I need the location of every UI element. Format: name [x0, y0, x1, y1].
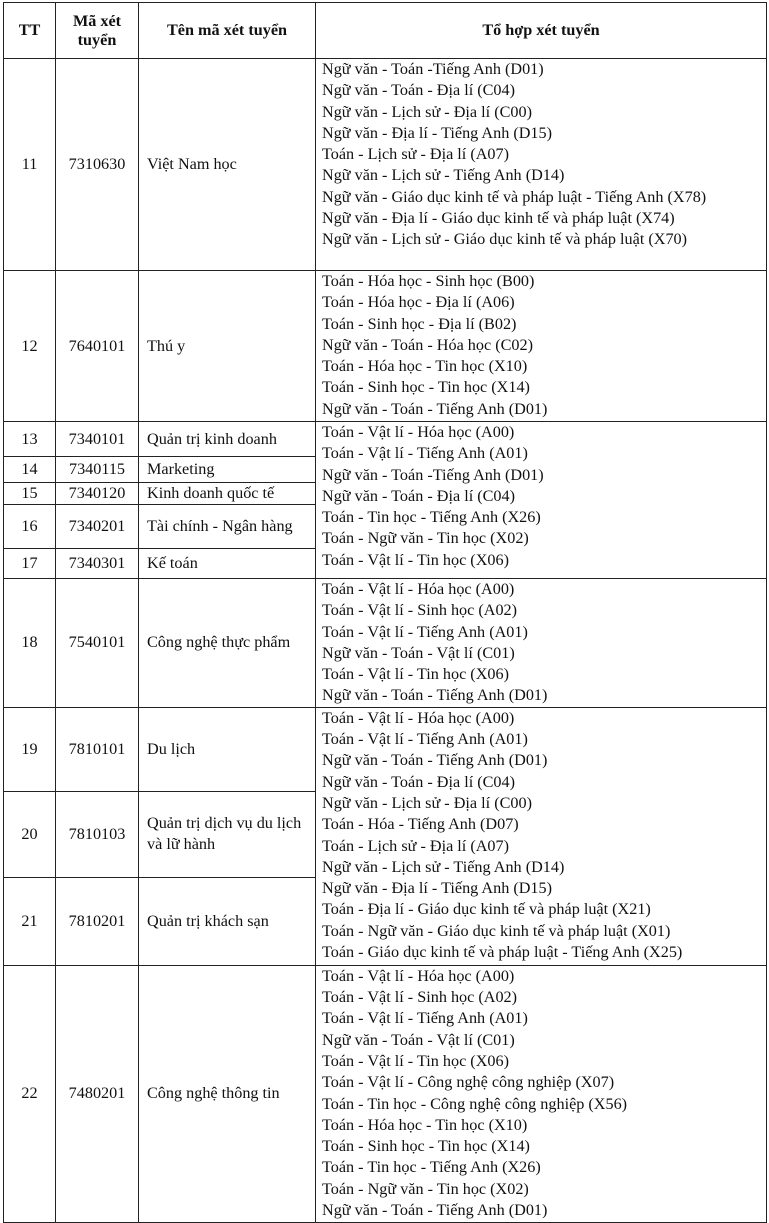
row-code: 7340115 — [56, 457, 139, 483]
combo-item: Toán - Vật lí - Công nghệ công nghiệp (X07) — [322, 1073, 615, 1092]
combo-item: Toán - Tin học - Công nghệ công nghiệp (X56) — [322, 1094, 628, 1113]
combo-item: Ngữ văn - Địa lí - Tiếng Anh (D15) — [322, 123, 552, 142]
row-tt: 18 — [4, 579, 56, 708]
combo-item: Ngữ văn - Địa lí - Giáo dục kinh tế và pháp luật (X74) — [322, 209, 675, 228]
combo-item: Toán - Ngữ văn - Tin học (X02) — [322, 1179, 529, 1198]
combo-item: Ngữ văn - Toán - Hóa học (C02) — [322, 335, 533, 354]
row-code: 7810101 — [56, 707, 139, 791]
row-code: 7340120 — [56, 483, 139, 505]
row-tt: 17 — [4, 549, 56, 579]
combo-item: Toán - Vật lí - Hóa học (A00) — [322, 708, 515, 727]
row-name: Thú y — [139, 271, 316, 422]
combo-item: Toán - Hóa học - Địa lí (A06) — [322, 293, 515, 312]
row-code: 7640101 — [56, 271, 139, 422]
header-combo: Tổ hợp xét tuyển — [316, 3, 767, 59]
combo-item: Toán - Tin học - Tiếng Anh (X26) — [322, 508, 541, 527]
combo-item: Ngữ văn - Toán -Tiếng Anh (D01) — [322, 60, 544, 78]
row-code: 7480201 — [56, 965, 139, 1222]
combo-item: Ngữ văn - Toán - Địa lí (C04) — [322, 81, 516, 100]
combo-item: Ngữ văn - Toán - Vật lí (C01) — [322, 1030, 515, 1049]
row-code: 7340201 — [56, 505, 139, 549]
table-row — [4, 579, 767, 708]
combo-item: Ngữ văn - Toán - Địa lí (C04) — [322, 772, 516, 791]
row-code: 7540101 — [56, 579, 139, 708]
combo-item: Toán - Vật lí - Tiếng Anh (A01) — [322, 730, 528, 749]
row-tt: 14 — [4, 457, 56, 483]
row-tt: 11 — [4, 59, 56, 271]
combo-item: Toán - Vật lí - Tin học (X06) — [322, 665, 509, 684]
combo-item: Ngữ văn - Toán - Vật lí (C01) — [322, 643, 515, 662]
row-code: 7340301 — [56, 549, 139, 579]
row-tt: 20 — [4, 791, 56, 877]
combo-item: Toán - Địa lí - Giáo dục kinh tế và pháp luật (X21) — [322, 900, 651, 919]
row-name: Việt Nam học — [139, 59, 316, 271]
combo-item: Ngữ văn - Toán -Tiếng Anh (D01) — [322, 465, 544, 484]
row-name: Kinh doanh quốc tế — [139, 483, 316, 505]
combo-item: Ngữ văn - Toán - Địa lí (C04) — [322, 486, 516, 505]
combo-item: Ngữ văn - Lịch sử - Địa lí (C00) — [322, 793, 532, 812]
row-tt: 19 — [4, 707, 56, 791]
combo-item: Toán - Tin học - Tiếng Anh (X26) — [322, 1158, 541, 1177]
combo-item: Ngữ văn - Địa lí - Tiếng Anh (D15) — [322, 879, 552, 898]
header-name: Tên mã xét tuyển — [139, 3, 316, 59]
row-tt: 22 — [4, 965, 56, 1222]
combo-cell — [316, 579, 767, 708]
combo-item: Toán - Vật lí - Hóa học (A00) — [322, 966, 515, 985]
row-code: 7340101 — [56, 422, 139, 457]
header-tt: TT — [4, 3, 56, 59]
combo-item: Toán - Sinh học - Tin học (X14) — [322, 1137, 530, 1156]
combo-item: Toán - Vật lí - Tiếng Anh (A01) — [322, 444, 528, 463]
table-row — [4, 965, 767, 1222]
combo-item: Toán - Vật lí - Tiếng Anh (A01) — [322, 1009, 528, 1028]
combo-cell — [316, 965, 767, 1222]
header-code: Mã xét tuyển — [56, 3, 139, 59]
combo-item: Toán - Vật lí - Tin học (X06) — [322, 1051, 509, 1070]
combo-cell — [316, 422, 767, 579]
combo-item: Toán - Vật lí - Sinh học (A02) — [322, 988, 518, 1007]
combo-item: Toán - Giáo dục kinh tế và pháp luật - Tiếng Anh (X25) — [322, 943, 683, 962]
combo-item: Toán - Vật lí - Sinh học (A02) — [322, 601, 518, 620]
combo-item: Toán - Sinh học - Tin học (X14) — [322, 378, 530, 397]
row-name: Công nghệ thông tin — [139, 965, 316, 1222]
row-name: Quản trị khách sạn — [139, 877, 316, 965]
admission-table — [3, 2, 767, 1223]
row-name: Công nghệ thực phẩm — [139, 579, 316, 708]
row-name: Marketing — [139, 457, 316, 483]
combo-item: Toán - Vật lí - Tin học (X06) — [322, 550, 509, 569]
combo-cell — [316, 59, 767, 271]
combo-cell — [316, 707, 767, 965]
table-row — [4, 707, 767, 791]
row-code: 7310630 — [56, 59, 139, 271]
table-row — [4, 422, 767, 457]
combo-item: Toán - Hóa học - Tin học (X10) — [322, 357, 528, 376]
row-code: 7810201 — [56, 877, 139, 965]
combo-item: Toán - Ngữ văn - Giáo dục kinh tế và pháp luật (X01) — [322, 921, 671, 940]
row-name: Du lịch — [139, 707, 316, 791]
row-name: Quản trị dịch vụ du lịch và lữ hành — [139, 791, 316, 877]
table-row — [4, 59, 767, 271]
combo-item: Ngữ văn - Lịch sử - Địa lí (C00) — [322, 102, 532, 121]
header-row — [4, 3, 767, 59]
combo-item: Ngữ văn - Toán - Tiếng Anh (D01) — [322, 399, 548, 418]
combo-item: Toán - Lịch sử - Địa lí (A07) — [322, 145, 510, 164]
combo-item: Ngữ văn - Toán - Tiếng Anh (D01) — [322, 751, 548, 770]
combo-item: Ngữ văn - Lịch sử - Giáo dục kinh tế và pháp luật (X70) — [322, 230, 688, 249]
row-name: Tài chính - Ngân hàng — [139, 505, 316, 549]
row-tt: 13 — [4, 422, 56, 457]
combo-item: Toán - Vật lí - Hóa học (A00) — [322, 580, 515, 598]
combo-item: Toán - Hóa - Tiếng Anh (D07) — [322, 815, 519, 834]
combo-cell — [316, 271, 767, 422]
combo-item: Toán - Vật lí - Tiếng Anh (A01) — [322, 622, 528, 641]
combo-item: Ngữ văn - Toán - Tiếng Anh (D01) — [322, 686, 548, 705]
combo-item: Ngữ văn - Giáo dục kinh tế và pháp luật - Tiếng Anh (X78) — [322, 187, 707, 206]
row-tt: 16 — [4, 505, 56, 549]
combo-item: Toán - Hóa học - Sinh học (B00) — [322, 272, 535, 290]
row-tt: 21 — [4, 877, 56, 965]
combo-item: Ngữ văn - Lịch sử - Tiếng Anh (D14) — [322, 166, 565, 185]
combo-item: Ngữ văn - Lịch sử - Tiếng Anh (D14) — [322, 857, 565, 876]
row-tt: 15 — [4, 483, 56, 505]
combo-item: Toán - Hóa học - Tin học (X10) — [322, 1115, 528, 1134]
table-row — [4, 271, 767, 422]
combo-item: Toán - Lịch sử - Địa lí (A07) — [322, 836, 510, 855]
combo-item: Toán - Vật lí - Hóa học (A00) — [322, 423, 515, 441]
row-name: Quản trị kinh doanh — [139, 422, 316, 457]
combo-item: Toán - Sinh học - Địa lí (B02) — [322, 314, 517, 333]
row-tt: 12 — [4, 271, 56, 422]
row-name: Kế toán — [139, 549, 316, 579]
combo-item: Toán - Ngữ văn - Tin học (X02) — [322, 529, 529, 548]
combo-item: Ngữ văn - Toán - Tiếng Anh (D01) — [322, 1201, 548, 1220]
row-code: 7810103 — [56, 791, 139, 877]
